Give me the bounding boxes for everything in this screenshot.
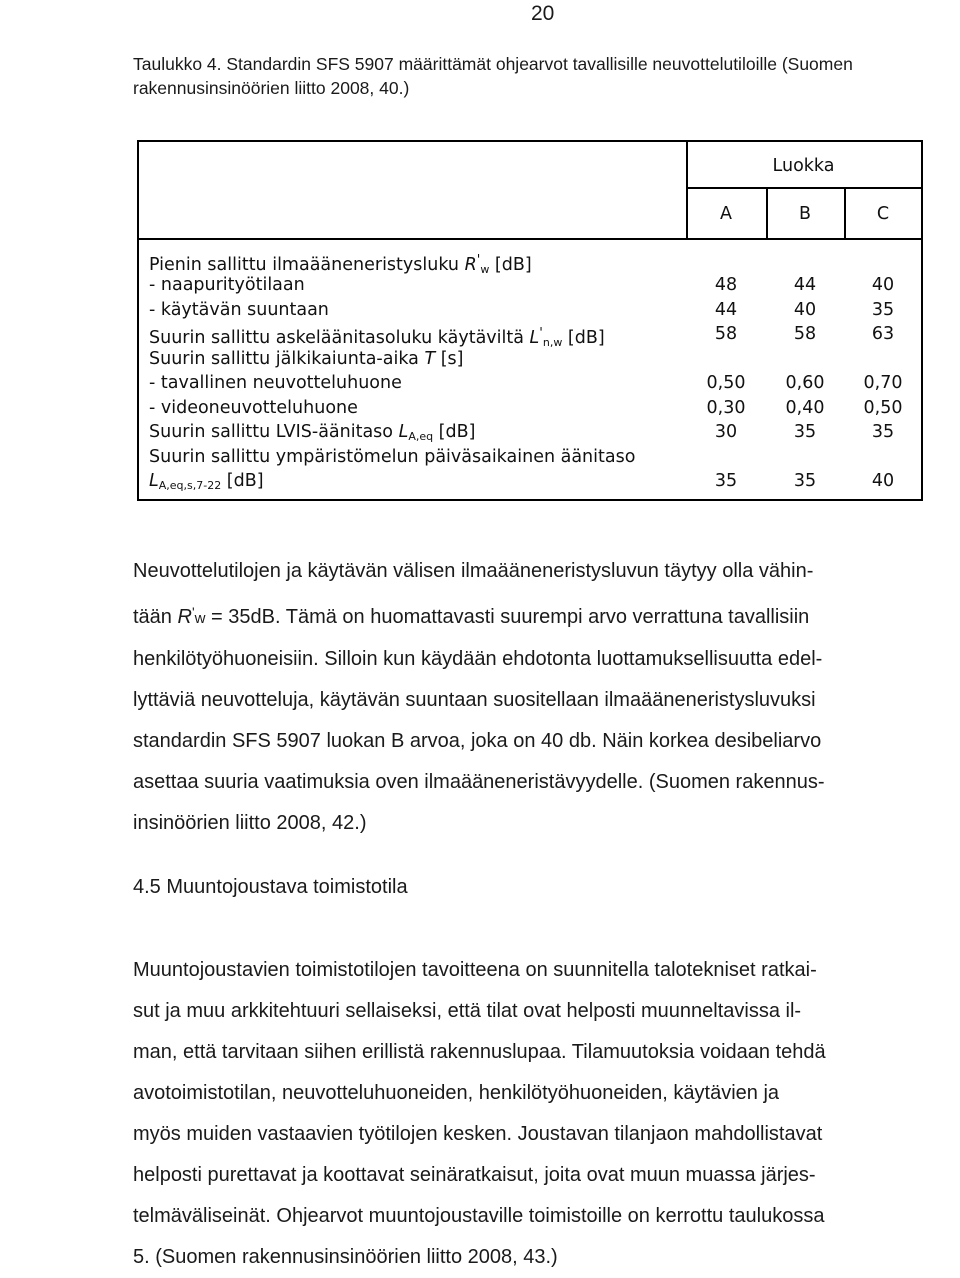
table-cell: 63 — [871, 324, 895, 344]
section-heading: 4.5 Muuntojoustava toimistotila — [133, 876, 408, 898]
table-cell: 35 — [714, 471, 738, 491]
paragraph-flexible-office — [133, 950, 957, 1278]
table-divider — [686, 187, 921, 189]
text-line: insinöörien liitto 2008, 42.) — [133, 812, 367, 834]
table-row-label: - videoneuvotteluhuone — [149, 398, 358, 418]
table-divider — [139, 238, 921, 240]
table-cell: 58 — [793, 324, 817, 344]
text-line: man, että tarvitaan siihen erillistä rakennuslupaa. Tilamuutoksia voidaan tehdä — [133, 1041, 826, 1063]
table-cell: 40 — [871, 275, 895, 295]
text-line: avotoimistotilan, neuvotteluhuoneiden, henkilötyöhuoneiden, käytävien ja — [133, 1082, 780, 1104]
table-cell: 44 — [793, 275, 817, 295]
table-cell: 35 — [871, 300, 895, 320]
table-cell: 40 — [793, 300, 817, 320]
table-cell: 0,50 — [863, 398, 903, 418]
text-line: Muuntojoustavien toimistotilojen tavoitteena on suunnitella talotekniset ratkai- — [133, 959, 817, 981]
text-line: henkilötyöhuoneisiin. Silloin kun käydään ehdotonta luottamuksellisuutta edel- — [133, 648, 823, 670]
page-number: 20 — [531, 2, 555, 25]
table-row-label: $L_{A,eq,s,7-22}$ [dB] — [149, 471, 264, 492]
table-row-label: Pienin sallittu ilmaääneneristysluku $R'_w$ [dB] — [149, 253, 532, 276]
table-cell: 30 — [714, 422, 738, 442]
table-row-label: Suurin sallittu ympäristömelun päiväsaikainen äänitaso — [149, 447, 636, 467]
class-group-header: Luokka — [772, 156, 835, 176]
text-line: sut ja muu arkkitehtuuri sellaiseksi, että tilat ovat helposti muunneltavissa il- — [133, 1000, 802, 1022]
table-cell: 0,70 — [863, 373, 903, 393]
text-line: tään R'w = 35dB. Tämä on huomattavasti suurempi arvo verrattuna tavallisiin — [133, 604, 810, 628]
table-cell: 44 — [714, 300, 738, 320]
table-cell: 48 — [714, 275, 738, 295]
table-row-label: Suurin sallittu askeläänitasoluku käytäviltä $L'_{n,w}$ [dB] — [149, 326, 605, 349]
table-row-label: Suurin sallittu jälkikaiunta-aika T [s] — [149, 349, 464, 369]
paragraph-meeting-rooms — [133, 551, 957, 844]
text-line: lyttäviä neuvotteluja, käytävän suuntaan suositellaan ilmaääneneristysluvuksi — [133, 689, 816, 711]
requirements-table — [137, 140, 923, 501]
table-row-label: - käytävän suuntaan — [149, 300, 329, 320]
column-header-a: A — [720, 204, 732, 224]
table-cell: 40 — [871, 471, 895, 491]
text-line: myös muiden vastaavien työtilojen kesken. Joustavan tilanjaon mahdollistavat — [133, 1123, 823, 1145]
table-cell: 0,60 — [785, 373, 825, 393]
table-caption: Taulukko 4. Standardin SFS 5907 määrittämät ohjearvot tavallisille neuvottelutiloille (Suomen rakennusinsinöörien liitto 2008, 40.) — [133, 54, 853, 98]
text-line: asettaa suuria vaatimuksia oven ilmaääneneristävyydelle. (Suomen rakennus- — [133, 771, 825, 793]
column-header-c: C — [876, 204, 890, 224]
table-cell: 35 — [793, 471, 817, 491]
table-row-label: - tavallinen neuvotteluhuone — [149, 373, 402, 393]
column-header-b: B — [798, 204, 811, 224]
text-line: helposti purettavat ja koottavat seinäratkaisut, joita ovat muun muassa järjes- — [133, 1164, 816, 1186]
table-cell: 0,40 — [785, 398, 825, 418]
table-cell: 35 — [871, 422, 895, 442]
text-line: Neuvottelutilojen ja käytävän välisen ilmaääneneristysluvun täytyy olla vähin- — [133, 560, 814, 582]
text-line: telmäväliseinät. Ohjearvot muuntojoustaville toimistoille on kerrottu taulukossa — [133, 1205, 825, 1227]
table-cell: 0,30 — [706, 398, 746, 418]
text-line: 5. (Suomen rakennusinsinöörien liitto 2008, 43.) — [133, 1246, 558, 1268]
table-row-label: Suurin sallittu LVIS-äänitaso $L_{A,eq}$ [dB] — [149, 422, 476, 443]
table-row-label: - naapurityötilaan — [149, 275, 305, 295]
table-cell: 58 — [714, 324, 738, 344]
table-cell: 35 — [793, 422, 817, 442]
table-cell: 0,50 — [706, 373, 746, 393]
text-line: standardin SFS 5907 luokan B arvoa, joka on 40 db. Näin korkea desibeliarvo — [133, 730, 822, 752]
